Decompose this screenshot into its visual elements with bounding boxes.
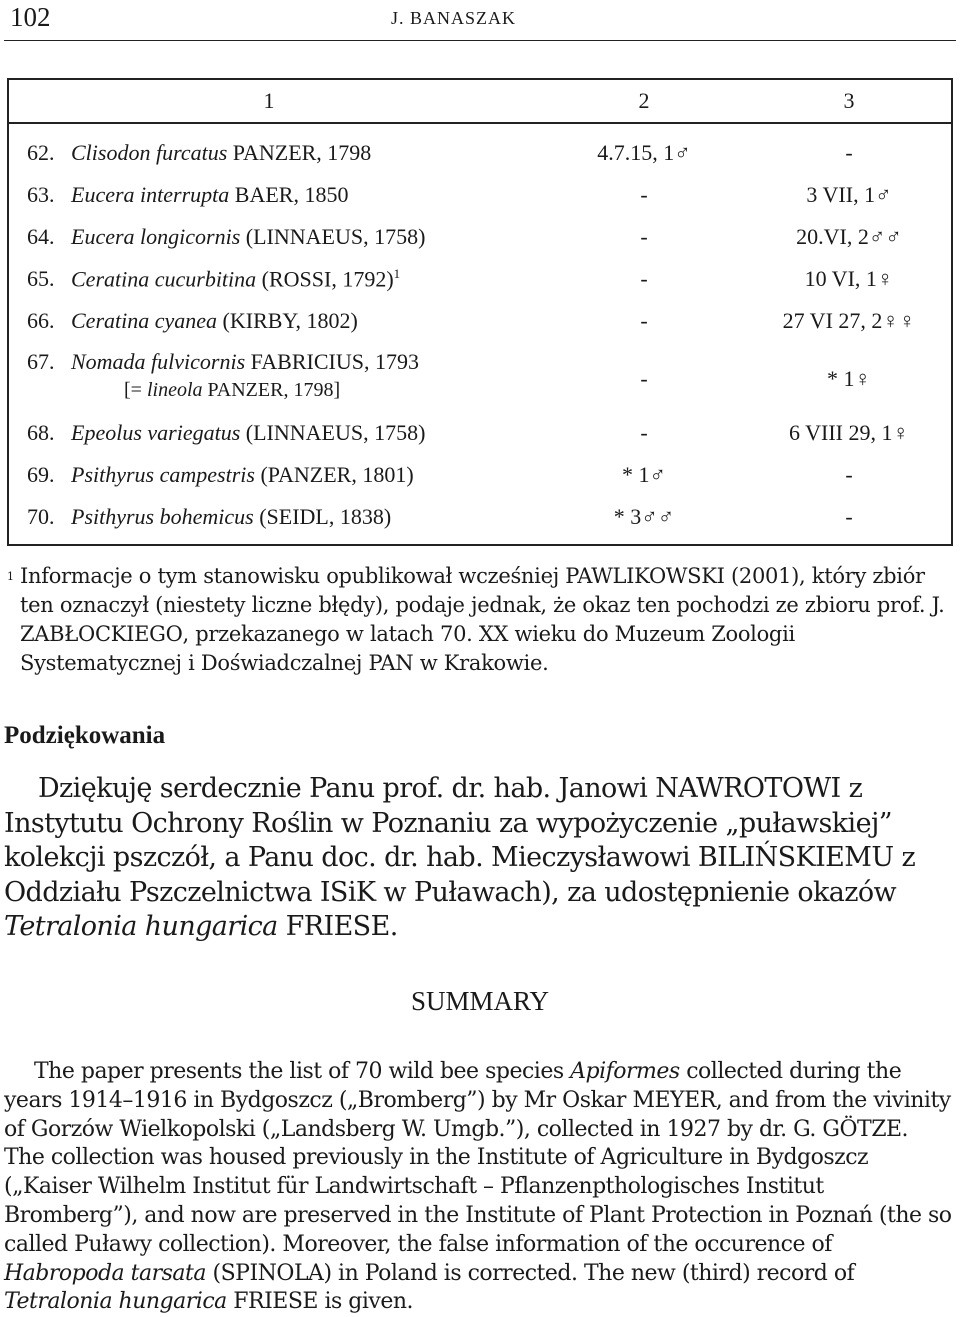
col2-value: - <box>640 366 648 391</box>
col2-value: 4.7.15, 1♂ <box>597 140 691 165</box>
species-name: Eucera longicornis <box>71 224 241 249</box>
col3-value: - <box>845 140 853 165</box>
species-cell: 67. Nomada fulvicornis FABRICIUS, 1793 <box>27 349 419 374</box>
synonym-species: lineola <box>146 379 203 401</box>
species-name: Tetralonia hungarica <box>4 911 278 942</box>
author-name: (ROSSI, 1792) <box>261 266 394 292</box>
species-cell: 63. Eucera interrupta BAER, 1850 <box>27 182 349 207</box>
species-cell: 62. Clisodon furcatus PANZER, 1798 <box>27 140 372 165</box>
col2-value: - <box>640 420 648 445</box>
col3-value: - <box>845 504 853 529</box>
author-name: (LINNAEUS, 1758) <box>245 224 426 249</box>
table-header-row <box>9 80 951 124</box>
acknowledgements-heading: Podziękowania <box>4 722 166 749</box>
col2-value: * 1♂ <box>622 462 666 487</box>
synonym-author: PANZER, 1798] <box>207 379 341 401</box>
col3-value: 3 VII, 1♂ <box>806 182 892 207</box>
taxon-name: Apiformes <box>570 1059 680 1084</box>
summary-text: The paper presents the list of 70 wild bee species Apiformes collected during the years 1914–1916 in Bydgoszcz („Bromberg”) by Mr Oskar MEYER, and from the vivinity of Gorzów Wielkopolski („Landsberg W. Umgb.”), collected in 1927 by dr. G. GÖTZE. The collection was housed previously in the Institute of Agriculture in Bydgoszcz („Kaiser Wilhelm Institut für Landwirtschaft – Pflanzenpthologisches Institut Bromberg”), and now are preserved in the Institute of Plant Protection in Poznań (the so called Puławy collection). Moreover, the false information of the occurence of Habropoda tarsata (SPINOLA) in Poland is corrected. The new (third) record of Tetralonia hungarica FRIESE is given. <box>4 1059 952 1315</box>
col2-value: - <box>640 182 648 207</box>
col3-value: * 1♀ <box>827 366 871 391</box>
page-number: 102 <box>10 2 51 32</box>
author-name: PANZER, 1798 <box>232 140 372 165</box>
col-header-1: 1 <box>263 88 275 113</box>
col3-value: 20.VI, 2♂♂ <box>796 224 902 249</box>
species-name: Tetralonia hungarica <box>4 1289 227 1315</box>
author-name: BAER, 1850 <box>234 182 349 207</box>
species-cell: 68. Epeolus variegatus (LINNAEUS, 1758) <box>27 420 426 445</box>
col2-value: - <box>640 224 648 249</box>
species-cell: 69. Psithyrus campestris (PANZER, 1801) <box>27 462 414 487</box>
author-name: FABRICIUS, 1793 <box>250 349 419 374</box>
species-name: Nomada fulvicornis <box>71 349 246 374</box>
species-cell: 64. Eucera longicornis (LINNAEUS, 1758) <box>27 224 426 249</box>
table-row <box>9 349 951 415</box>
running-head: J. BANASZAK <box>391 8 517 28</box>
author-name: SPINOLA <box>220 1260 324 1286</box>
footnote-mark: 1 <box>7 570 14 583</box>
species-name: Habropoda tarsata <box>4 1260 207 1286</box>
footnote-author: ZABŁOCKIEGO <box>20 622 183 646</box>
species-cell: 70. Psithyrus bohemicus (SEIDL, 1838) <box>27 504 392 529</box>
author-name: FRIESE <box>285 911 390 942</box>
person-name: MEYER <box>632 1087 716 1113</box>
footnote-text: Informacje o tym stanowisku opublikował wcześniej PAWLIKOWSKI (2001), który zbiór ten oznaczył (niestety liczne błędy), podaje jednak, że okaz ten pochodzi ze zbioru prof. J. ZABŁOCKIEGO, przekazanego w latach 70. XX wieku do Muzeum Zoologii Systematycznej i Doświadczalnej PAN w Krakowie. <box>20 564 945 675</box>
summary-heading: SUMMARY <box>410 986 550 1016</box>
author-name: (PANZER, 1801) <box>260 462 414 487</box>
species-cell: 65. Ceratina cucurbitina (ROSSI, 1792)$^1$ <box>27 266 401 292</box>
person-name: GÖTZE <box>822 1116 902 1142</box>
col2-value: - <box>640 308 648 333</box>
col2-value: - <box>640 266 648 291</box>
col3-value: 27 VI 27, 2♀♀ <box>782 308 916 333</box>
species-name: Ceratina cucurbitina <box>71 266 257 292</box>
col-header-2: 2 <box>638 88 650 113</box>
footnote-author: PAWLIKOWSKI <box>565 564 725 588</box>
col-header-3: 3 <box>843 88 855 113</box>
species-name: Clisodon furcatus <box>71 140 228 165</box>
species-table <box>7 78 953 546</box>
author-name: (SEIDL, 1838) <box>259 504 392 529</box>
acknowledgements-text: Dziękuję serdecznie Panu prof. dr. hab. Janowi NAWROTOWI z Instytutu Ochrony Roślin w Poznaniu za wypożyczenie „puławskiej” kolekcji pszczół, a Panu doc. dr. hab. Mieczysławowi BILIŃSKIEMU z Oddziału Pszczelnictwa ISiK w Puławach), za udostępnienie okazów Tetralonia hungarica FRIESE. <box>4 773 916 942</box>
col2-value: * 3♂♂ <box>613 504 675 529</box>
synonym-line: [= lineola PANZER, 1798] <box>124 379 341 401</box>
species-name: Epeolus variegatus <box>71 420 241 445</box>
col3-value: - <box>845 462 853 487</box>
author-name: (LINNAEUS, 1758) <box>245 420 426 445</box>
species-name: Eucera interrupta <box>71 182 230 207</box>
author-name: FRIESE <box>233 1289 318 1315</box>
col3-value: 6 VIII 29, 1♀ <box>789 420 909 445</box>
person-name: NAWROTOWI <box>655 773 841 804</box>
col3-value: 10 VI, 1♀ <box>804 266 894 291</box>
species-cell: 66. Ceratina cyanea (KIRBY, 1802) <box>27 308 358 333</box>
species-name: Psithyrus campestris <box>71 462 255 487</box>
species-name: Ceratina cyanea <box>71 308 218 333</box>
footnote <box>4 562 954 678</box>
author-name: (KIRBY, 1802) <box>222 308 358 333</box>
page-header <box>4 0 956 41</box>
species-name: Psithyrus bohemicus <box>71 504 254 529</box>
footnote-marker: 1 <box>393 266 401 281</box>
person-name: BILIŃSKIEMU <box>697 842 894 873</box>
